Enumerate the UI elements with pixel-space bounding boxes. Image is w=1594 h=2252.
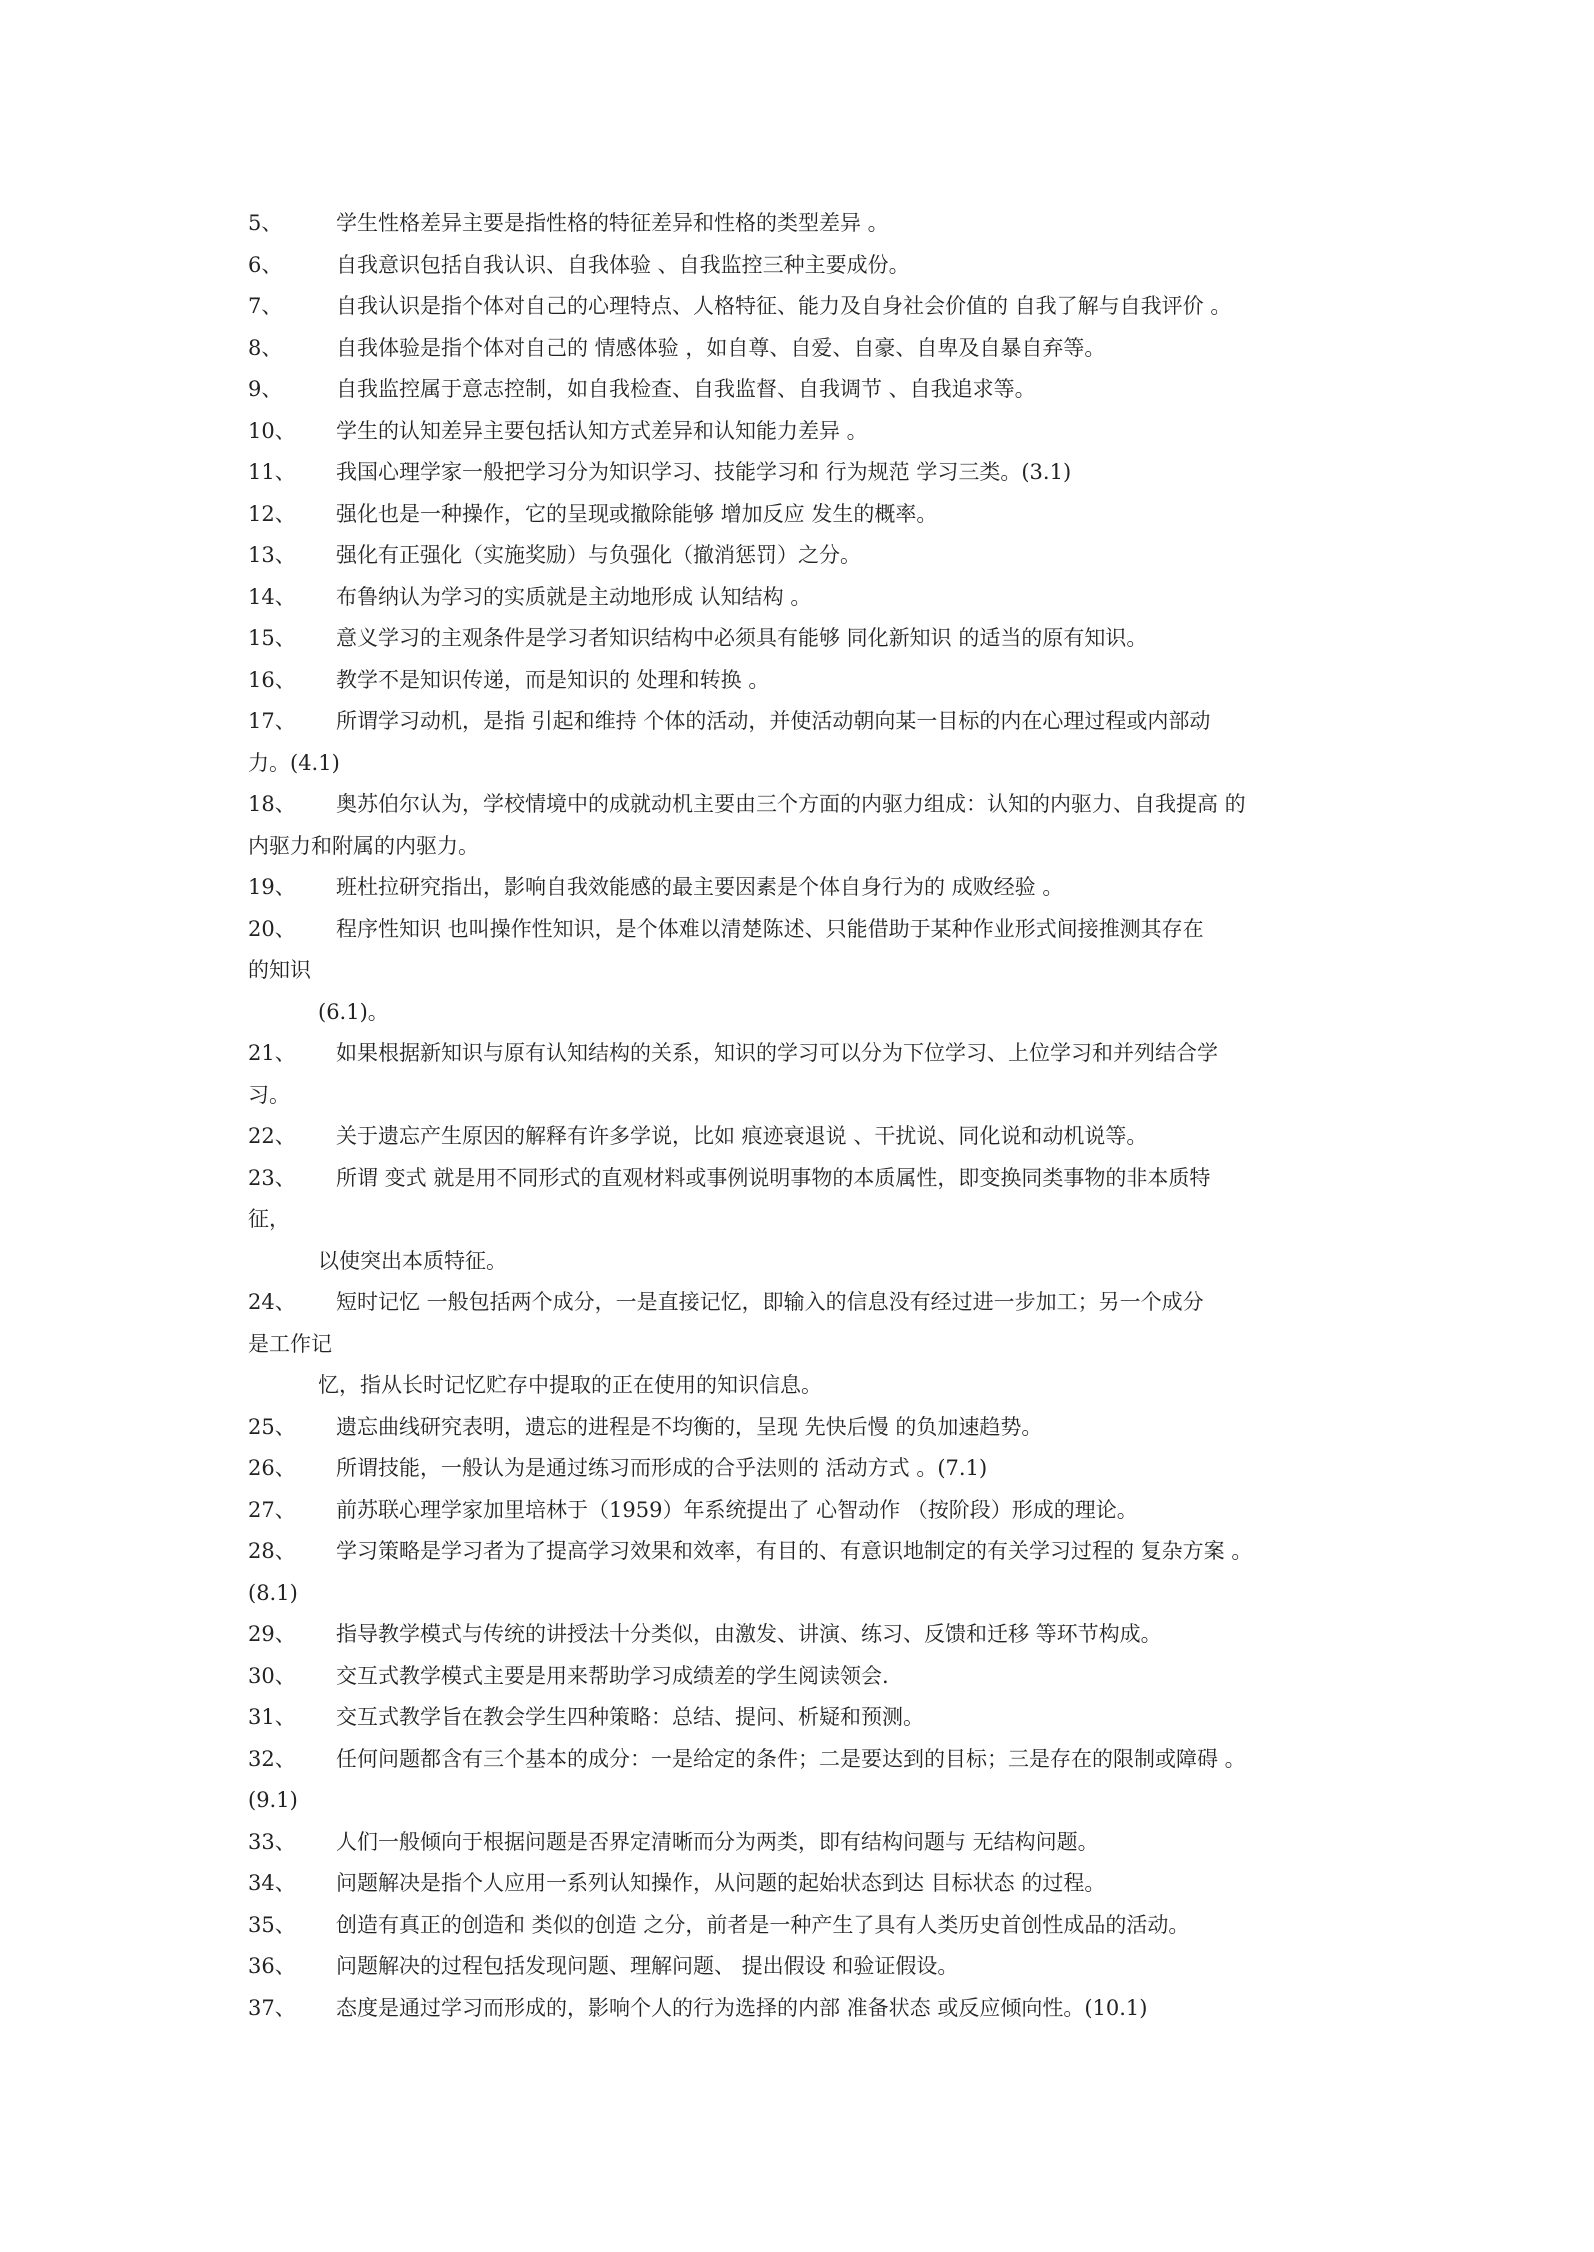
item-number: 18、 [248, 792, 296, 816]
item-number: 11、 [248, 460, 296, 484]
list-item [248, 1407, 1358, 1449]
item-number: 19、 [248, 875, 296, 899]
item-number: 29、 [248, 1622, 296, 1646]
item-number: 7、 [248, 294, 283, 318]
item-text-indented-line: (6.1)。 [318, 999, 389, 1024]
list-item [248, 701, 1358, 784]
item-text: 自我监控属于意志控制，如自我检查、自我监督、自我调节 、自我追求等。 [336, 377, 1036, 401]
item-number: 21、 [248, 1041, 296, 1065]
list-item [248, 494, 1358, 536]
item-number: 36、 [248, 1954, 296, 1978]
item-text: 问题解决的过程包括发现问题、理解问题、 提出假设 和验证假设。 [336, 1954, 959, 1978]
list-item [248, 618, 1358, 660]
list-item [248, 1988, 1358, 2030]
list-item [248, 1531, 1358, 1614]
list-item [248, 1033, 1358, 1116]
list-item [248, 577, 1358, 619]
item-text: 程序性知识 也叫操作性知识，是个体难以清楚陈述、只能借助于某种作业形式间接推测其存在 [336, 916, 1204, 941]
item-number: 5、 [248, 211, 283, 235]
item-text-continuation: 的知识 [248, 958, 311, 982]
item-number: 15、 [248, 626, 296, 650]
question-list [248, 203, 1358, 2029]
item-text: 人们一般倾向于根据问题是否界定清晰而分为两类，即有结构问题与 无结构问题。 [336, 1829, 1099, 1854]
item-text: 自我认识是指个体对自己的心理特点、人格特征、能力及自身社会价值的 自我了解与自我评价 。 [336, 294, 1232, 318]
item-text: 交互式教学旨在教会学生四种策略：总结、提问、析疑和预测。 [336, 1705, 924, 1729]
list-item [248, 909, 1358, 1034]
item-text: 教学不是知识传递，而是知识的 处理和转换 。 [336, 667, 770, 692]
item-number: 31、 [248, 1705, 296, 1729]
item-text: 学习策略是学习者为了提高学习效果和效率，有目的、有意识地制定的有关学习过程的 复杂方案 。 [336, 1539, 1253, 1563]
item-text: 关于遗忘产生原因的解释有许多学说，比如 痕迹衰退说 、干扰说、同化说和动机说等。 [336, 1124, 1148, 1148]
list-item [248, 1739, 1358, 1822]
item-text-continuation: 习。 [248, 1082, 290, 1107]
item-text: 自我体验是指个体对自己的 情感体验 ，如自尊、自爱、自豪、自卑及自暴自弃等。 [336, 335, 1106, 360]
item-text: 交互式教学模式主要是用来帮助学习成绩差的学生阅读领会. [336, 1663, 889, 1688]
list-item [248, 535, 1358, 577]
item-number: 10、 [248, 418, 296, 443]
item-number: 27、 [248, 1497, 296, 1522]
item-number: 32、 [248, 1746, 296, 1771]
item-text: 指导教学模式与传统的讲授法十分类似，由激发、讲演、练习、反馈和迁移 等环节构成。 [336, 1622, 1162, 1646]
item-number: 28、 [248, 1539, 296, 1563]
item-text: 所谓学习动机，是指 引起和维持 个体的活动，并使活动朝向某一目标的内在心理过程或内部动 [336, 709, 1211, 733]
list-item [248, 867, 1358, 909]
list-item [248, 1490, 1358, 1532]
item-text: 强化也是一种操作，它的呈现或撤除能够 增加反应 发生的概率。 [336, 501, 938, 526]
item-number: 14、 [248, 584, 296, 609]
list-item [248, 1822, 1358, 1864]
item-number: 22、 [248, 1124, 296, 1148]
list-item [248, 1448, 1358, 1490]
list-item [248, 1697, 1358, 1739]
item-text: 前苏联心理学家加里培林于（1959）年系统提出了 心智动作 （按阶段）形成的理论。 [336, 1497, 1138, 1522]
item-number: 34、 [248, 1871, 296, 1895]
item-text: 如果根据新知识与原有认知结构的关系，知识的学习可以分为下位学习、上位学习和并列结合学 [336, 1041, 1218, 1065]
item-text: 自我意识包括自我认识、自我体验 、自我监控三种主要成份。 [336, 252, 910, 277]
item-number: 30、 [248, 1663, 296, 1688]
list-item [248, 784, 1358, 867]
item-text-continuation: 力。(4.1) [248, 750, 340, 775]
list-item [248, 1946, 1358, 1988]
list-item [248, 203, 1358, 245]
item-text: 学生的认知差异主要包括认知方式差异和认知能力差异 。 [336, 418, 868, 443]
item-number: 26、 [248, 1456, 296, 1480]
item-number: 35、 [248, 1912, 296, 1937]
item-text: 短时记忆 一般包括两个成分，一是直接记忆，即输入的信息没有经过进一步加工；另一个成分 [336, 1290, 1204, 1314]
item-text-indented-line: 以使突出本质特征。 [318, 1248, 507, 1273]
item-text-continuation: 是工作记 [248, 1331, 332, 1356]
item-text: 问题解决是指个人应用一系列认知操作，从问题的起始状态到达 目标状态 的过程。 [336, 1871, 1106, 1895]
item-number: 13、 [248, 543, 296, 567]
item-number: 16、 [248, 667, 296, 692]
item-text: 任何问题都含有三个基本的成分：一是给定的条件；二是要达到的目标；三是存在的限制或障碍 。 [336, 1746, 1246, 1771]
item-number: 24、 [248, 1290, 296, 1314]
item-text: 学生性格差异主要是指性格的特征差异和性格的类型差异 。 [336, 211, 889, 235]
list-item [248, 328, 1358, 370]
item-text: 所谓 变式 就是用不同形式的直观材料或事例说明事物的本质属性，即变换同类事物的非本质特 [336, 1165, 1211, 1190]
list-item [248, 1614, 1358, 1656]
list-item [248, 1116, 1358, 1158]
list-item [248, 1905, 1358, 1947]
item-number: 17、 [248, 709, 296, 733]
item-text-continuation: 内驱力和附属的内驱力。 [248, 833, 479, 858]
item-text: 我国心理学家一般把学习分为知识学习、技能学习和 行为规范 学习三类。(3.1) [336, 460, 1072, 484]
item-text: 遗忘曲线研究表明，遗忘的进程是不均衡的，呈现 先快后慢 的负加速趋势。 [336, 1414, 1043, 1439]
item-number: 12、 [248, 501, 296, 526]
list-item [248, 245, 1358, 287]
item-text: 奥苏伯尔认为，学校情境中的成就动机主要由三个方面的内驱力组成：认知的内驱力、自我提高 的 [336, 792, 1246, 816]
item-number: 6、 [248, 252, 283, 277]
list-item [248, 411, 1358, 453]
item-text: 创造有真正的创造和 类似的创造 之分，前者是一种产生了具有人类历史首创性成品的活动。 [336, 1912, 1190, 1937]
list-item [248, 1863, 1358, 1905]
item-text-continuation: (8.1) [248, 1580, 298, 1605]
list-item [248, 369, 1358, 411]
item-number: 25、 [248, 1414, 296, 1439]
item-number: 9、 [248, 377, 283, 401]
item-number: 37、 [248, 1995, 296, 2020]
item-text-continuation: (9.1) [248, 1788, 298, 1812]
list-item [248, 286, 1358, 328]
item-text: 布鲁纳认为学习的实质就是主动地形成 认知结构 。 [336, 584, 812, 609]
item-text-continuation: 征， [248, 1207, 290, 1231]
item-text: 班杜拉研究指出，影响自我效能感的最主要因素是个体自身行为的 成败经验 。 [336, 875, 1064, 899]
item-number: 8、 [248, 335, 283, 360]
item-text: 意义学习的主观条件是学习者知识结构中必须具有能够 同化新知识 的适当的原有知识。 [336, 626, 1148, 650]
item-text-indented-line: 忆，指从长时记忆贮存中提取的正在使用的知识信息。 [318, 1373, 822, 1397]
list-item [248, 1282, 1358, 1407]
list-item [248, 452, 1358, 494]
item-number: 20、 [248, 916, 296, 941]
list-item [248, 660, 1358, 702]
item-number: 23、 [248, 1165, 296, 1190]
list-item [248, 1158, 1358, 1283]
item-text: 所谓技能，一般认为是通过练习而形成的合乎法则的 活动方式 。(7.1) [336, 1456, 988, 1480]
list-item [248, 1656, 1358, 1698]
item-text: 强化有正强化（实施奖励）与负强化（撤消惩罚）之分。 [336, 543, 861, 567]
item-text: 态度是通过学习而形成的，影响个人的行为选择的内部 准备状态 或反应倾向性。(10.1) [336, 1995, 1148, 2020]
item-number: 33、 [248, 1829, 296, 1854]
